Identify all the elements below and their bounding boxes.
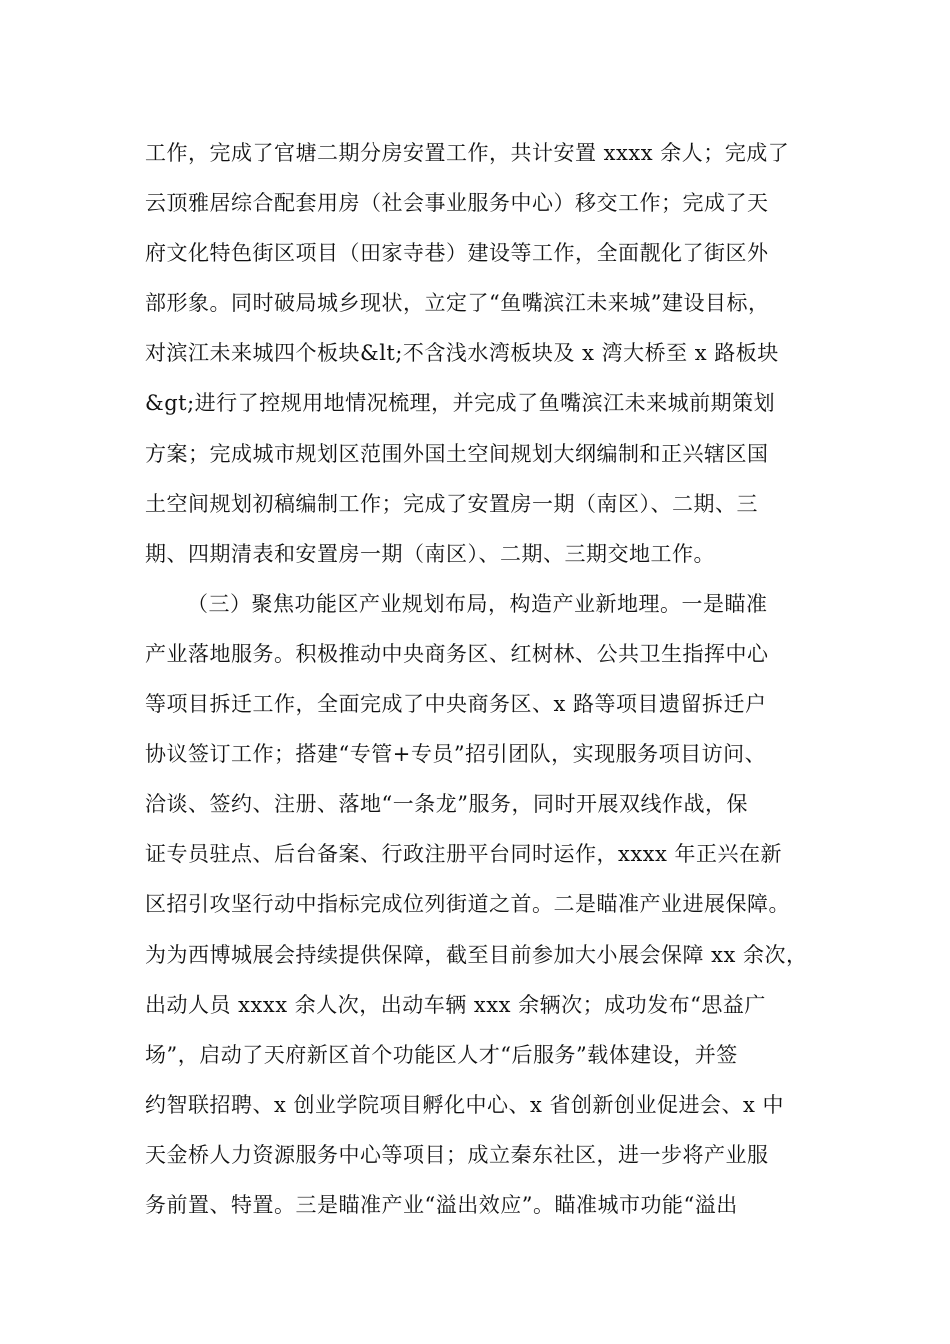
text-line: 约智联招聘、x 创业学院项目孵化中心、x 省创新创业促进会、x 中 xyxy=(145,1092,785,1117)
section-heading-line: （三）聚焦功能区产业规划布局，构造产业新地理。一是瞄准 xyxy=(187,591,768,616)
text-line: 期、四期清表和安置房一期（南区）、二期、三期交地工作。 xyxy=(145,541,715,566)
text-line: 场”，启动了天府新区首个功能区人才“后服务”载体建设，并签 xyxy=(145,1042,738,1067)
text-line: 天金桥人力资源服务中心等项目；成立秦东社区，进一步将产业服 xyxy=(145,1142,769,1167)
text-line: 务前置、特置。三是瞄准产业“溢出效应”。瞄准城市功能“溢出 xyxy=(145,1192,738,1217)
text-line: 协议签订工作；搭建“专管+专员”招引团队，实现服务项目访问、 xyxy=(145,742,767,767)
body-text xyxy=(145,128,815,1230)
text-line: 等项目拆迁工作，全面完成了中央商务区、x 路等项目遗留拆迁户 xyxy=(145,692,767,717)
text-line: 洽谈、签约、注册、落地“一条龙”服务，同时开展双线作战，保 xyxy=(145,792,748,817)
text-line: 出动人员 xxxx 余人次，出动车辆 xxx 余辆次；成功发布“思益广 xyxy=(145,992,766,1017)
text-line: &gt;进行了控规用地情况梳理，并完成了鱼嘴滨江未来城前期策划 xyxy=(145,391,776,416)
text-line: 为为西博城展会持续提供保障，截至目前参加大小展会保障 xx 余次， xyxy=(145,942,808,967)
text-line: 部形象。同时破局城乡现状，立定了“鱼嘴滨江未来城”建设目标， xyxy=(145,291,770,316)
text-line: 产业落地服务。积极推动中央商务区、红树林、公共卫生指挥中心 xyxy=(145,641,769,666)
text-line: 云顶雅居综合配套用房（社会事业服务中心）移交工作；完成了天 xyxy=(145,191,769,216)
text-line: 证专员驻点、后台备案、行政注册平台同时运作，xxxx 年正兴在新 xyxy=(145,842,783,867)
text-line: 方案；完成城市规划区范围外国土空间规划大纲编制和正兴辖区国 xyxy=(145,441,769,466)
text-line: 府文化特色街区项目（田家寺巷）建设等工作，全面靓化了街区外 xyxy=(145,241,769,266)
text-line: 对滨江未来城四个板块&lt;不含浅水湾板块及 x 湾大桥至 x 路板块 xyxy=(145,341,779,366)
text-line: 工作，完成了官塘二期分房安置工作，共计安置 xxxx 余人；完成了 xyxy=(145,141,790,165)
text-line: 土空间规划初稿编制工作；完成了安置房一期（南区）、二期、三 xyxy=(145,491,758,516)
text-line: 区招引攻坚行动中指标完成位列街道之首。二是瞄准产业进展保障。 xyxy=(145,892,790,917)
